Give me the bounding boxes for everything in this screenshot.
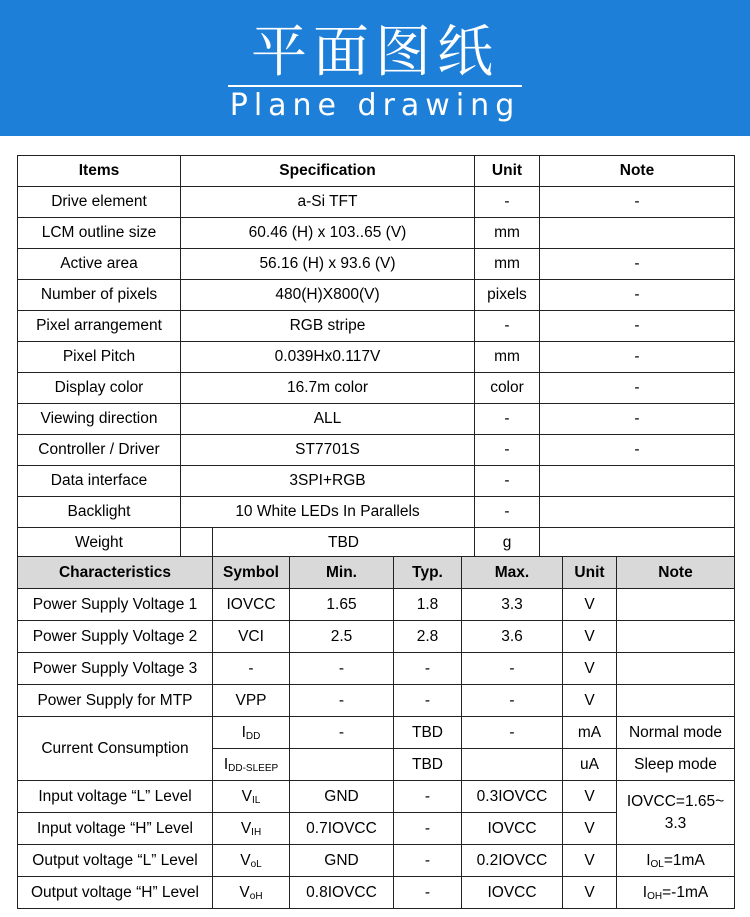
- char-name: Output voltage “L” Level: [18, 845, 213, 877]
- spec-item: Drive element: [18, 187, 181, 218]
- spec-unit: g: [475, 528, 540, 559]
- char-min: GND: [290, 781, 394, 813]
- char-header-symbol: Symbol: [213, 557, 290, 589]
- char-max: IOVCC: [462, 877, 563, 909]
- char-max: -: [462, 653, 563, 685]
- char-note-current: [617, 877, 735, 909]
- header-banner: [0, 0, 750, 136]
- spec-note: -: [540, 373, 735, 404]
- char-min: -: [290, 717, 394, 749]
- spec-row: [18, 404, 735, 435]
- spec-note: [540, 497, 735, 528]
- char-note: [617, 621, 735, 653]
- spec-note: -: [540, 187, 735, 218]
- spec-row: [18, 435, 735, 466]
- char-symbol: [213, 749, 290, 781]
- char-symbol-subscript: IH: [251, 826, 262, 838]
- spec-value: a-Si TFT: [181, 187, 475, 218]
- char-symbol: VCI: [213, 621, 290, 653]
- spec-spacer: [181, 528, 213, 559]
- char-typ: TBD: [394, 717, 462, 749]
- spec-row: [18, 342, 735, 373]
- char-unit: V: [563, 877, 617, 909]
- char-row: [18, 685, 735, 717]
- char-typ: -: [394, 653, 462, 685]
- char-typ: -: [394, 685, 462, 717]
- page-subtitle: Plane drawing: [229, 88, 521, 123]
- char-typ: -: [394, 845, 462, 877]
- char-symbol: [213, 781, 290, 813]
- spec-unit: -: [475, 435, 540, 466]
- spec-row: [18, 311, 735, 342]
- level-row: [18, 845, 735, 877]
- char-header-row: [18, 557, 735, 589]
- char-unit: V: [563, 845, 617, 877]
- spec-value: RGB stripe: [181, 311, 475, 342]
- spec-note: -: [540, 342, 735, 373]
- char-note-current-subscript: OH: [647, 890, 663, 902]
- char-unit: V: [563, 589, 617, 621]
- spec-note: [540, 218, 735, 249]
- char-row: [18, 653, 735, 685]
- page-title: 平面图纸: [251, 20, 499, 85]
- char-note-current: [617, 845, 735, 877]
- spec-unit: mm: [475, 342, 540, 373]
- spec-note: -: [540, 404, 735, 435]
- char-unit: V: [563, 653, 617, 685]
- char-header-min: Min.: [290, 557, 394, 589]
- char-header-max: Max.: [462, 557, 563, 589]
- char-unit: mA: [563, 717, 617, 749]
- spec-value: 16.7m color: [181, 373, 475, 404]
- current-row: [18, 717, 735, 749]
- spec-item: Data interface: [18, 466, 181, 497]
- spec-header-row: [18, 156, 735, 187]
- char-typ: -: [394, 813, 462, 845]
- spec-unit: mm: [475, 218, 540, 249]
- char-note-current-main: I: [642, 883, 648, 901]
- spec-unit: pixels: [475, 280, 540, 311]
- char-symbol-main: V: [239, 883, 250, 901]
- spec-row: [18, 466, 735, 497]
- spec-note: -: [540, 280, 735, 311]
- level-row: [18, 877, 735, 909]
- char-typ: TBD: [394, 749, 462, 781]
- spec-row: [18, 249, 735, 280]
- spec-item: Display color: [18, 373, 181, 404]
- char-max: 3.6: [462, 621, 563, 653]
- char-header-unit: Unit: [563, 557, 617, 589]
- char-typ: 2.8: [394, 621, 462, 653]
- char-symbol: IOVCC: [213, 589, 290, 621]
- char-unit: uA: [563, 749, 617, 781]
- spec-note: [540, 466, 735, 497]
- spec-header-note: Note: [540, 156, 735, 187]
- char-min: 2.5: [290, 621, 394, 653]
- char-name: Output voltage “H” Level: [18, 877, 213, 909]
- specification-table: [17, 155, 735, 559]
- spec-note: [540, 528, 735, 559]
- spec-item: Pixel arrangement: [18, 311, 181, 342]
- char-header-typ: Typ.: [394, 557, 462, 589]
- char-symbol-main: I: [223, 755, 229, 773]
- spec-header-items: Items: [18, 156, 181, 187]
- spec-unit: -: [475, 497, 540, 528]
- char-name: Power Supply Voltage 3: [18, 653, 213, 685]
- spec-unit: mm: [475, 249, 540, 280]
- char-min: 1.65: [290, 589, 394, 621]
- char-min: 0.8IOVCC: [290, 877, 394, 909]
- spec-item: Viewing direction: [18, 404, 181, 435]
- char-symbol: -: [213, 653, 290, 685]
- spec-note: -: [540, 311, 735, 342]
- char-max: -: [462, 717, 563, 749]
- spec-unit: color: [475, 373, 540, 404]
- char-name: Power Supply for MTP: [18, 685, 213, 717]
- spec-value: 56.16 (H) x 93.6 (V): [181, 249, 475, 280]
- char-symbol: [213, 877, 290, 909]
- spec-unit: -: [475, 404, 540, 435]
- spec-row: [18, 373, 735, 404]
- char-min: -: [290, 685, 394, 717]
- char-name: Current Consumption: [18, 717, 213, 781]
- char-name: Input voltage “H” Level: [18, 813, 213, 845]
- spec-item: Pixel Pitch: [18, 342, 181, 373]
- spec-value: 480(H)X800(V): [181, 280, 475, 311]
- char-note: Sleep mode: [617, 749, 735, 781]
- spec-value: 60.46 (H) x 103..65 (V): [181, 218, 475, 249]
- char-max: [462, 749, 563, 781]
- char-min: GND: [290, 845, 394, 877]
- spec-item: Backlight: [18, 497, 181, 528]
- char-symbol-main: V: [240, 819, 252, 837]
- spec-row: [18, 528, 735, 559]
- char-symbol: [213, 717, 290, 749]
- char-typ: -: [394, 781, 462, 813]
- spec-value: 3SPI+RGB: [181, 466, 475, 497]
- characteristics-table: [17, 556, 735, 909]
- spec-row: [18, 187, 735, 218]
- spec-item: Active area: [18, 249, 181, 280]
- spec-item: Number of pixels: [18, 280, 181, 311]
- char-header-note: Note: [617, 557, 735, 589]
- char-note-current-value: =1mA: [663, 851, 705, 869]
- char-note: [617, 589, 735, 621]
- char-row: [18, 589, 735, 621]
- char-note: [617, 685, 735, 717]
- char-header-characteristics: Characteristics: [18, 557, 213, 589]
- spec-unit: -: [475, 311, 540, 342]
- char-max: 0.2IOVCC: [462, 845, 563, 877]
- spec-row: [18, 497, 735, 528]
- char-unit: V: [563, 813, 617, 845]
- spec-row: [18, 218, 735, 249]
- char-note: Normal mode: [617, 717, 735, 749]
- char-note-current-subscript: OL: [650, 858, 664, 870]
- spec-value: 10 White LEDs In Parallels: [181, 497, 475, 528]
- spec-header-unit: Unit: [475, 156, 540, 187]
- char-unit: V: [563, 781, 617, 813]
- title-divider: [228, 85, 522, 87]
- char-note-current-main: I: [646, 851, 651, 869]
- char-symbol-main: V: [240, 851, 251, 869]
- char-symbol-subscript: oH: [249, 890, 263, 902]
- spec-item: Weight: [18, 528, 181, 559]
- char-symbol-main: V: [241, 787, 252, 805]
- char-max: -: [462, 685, 563, 717]
- char-max: 3.3: [462, 589, 563, 621]
- char-unit: V: [563, 685, 617, 717]
- char-min: [290, 749, 394, 781]
- spec-row: [18, 280, 735, 311]
- char-symbol-subscript: IL: [252, 794, 261, 806]
- char-row: [18, 621, 735, 653]
- spec-value: 0.039Hx0.117V: [181, 342, 475, 373]
- char-unit: V: [563, 621, 617, 653]
- char-max: 0.3IOVCC: [462, 781, 563, 813]
- char-min: 0.7IOVCC: [290, 813, 394, 845]
- char-symbol-subscript: oL: [250, 858, 262, 870]
- level-row: [18, 781, 735, 813]
- char-typ: 1.8: [394, 589, 462, 621]
- char-symbol-subscript: DD: [245, 730, 261, 742]
- char-symbol: [213, 813, 290, 845]
- char-symbol: VPP: [213, 685, 290, 717]
- spec-item: LCM outline size: [18, 218, 181, 249]
- char-note-current-value: =-1mA: [662, 883, 709, 901]
- spec-value: ALL: [181, 404, 475, 435]
- char-min: -: [290, 653, 394, 685]
- char-symbol: [213, 845, 290, 877]
- char-symbol-subscript: DD-SLEEP: [228, 762, 279, 774]
- spec-item: Controller / Driver: [18, 435, 181, 466]
- spec-value: TBD: [213, 528, 475, 559]
- char-note-input-range: IOVCC=1.65~ 3.3: [617, 781, 735, 845]
- char-name: Power Supply Voltage 2: [18, 621, 213, 653]
- spec-unit: -: [475, 466, 540, 497]
- spec-note: -: [540, 435, 735, 466]
- spec-unit: -: [475, 187, 540, 218]
- spec-note: -: [540, 249, 735, 280]
- char-typ: -: [394, 877, 462, 909]
- char-name: Input voltage “L” Level: [18, 781, 213, 813]
- char-name: Power Supply Voltage 1: [18, 589, 213, 621]
- spec-value: ST7701S: [181, 435, 475, 466]
- char-symbol-main: I: [241, 723, 246, 741]
- char-note: [617, 653, 735, 685]
- spec-header-specification: Specification: [181, 156, 475, 187]
- char-max: IOVCC: [462, 813, 563, 845]
